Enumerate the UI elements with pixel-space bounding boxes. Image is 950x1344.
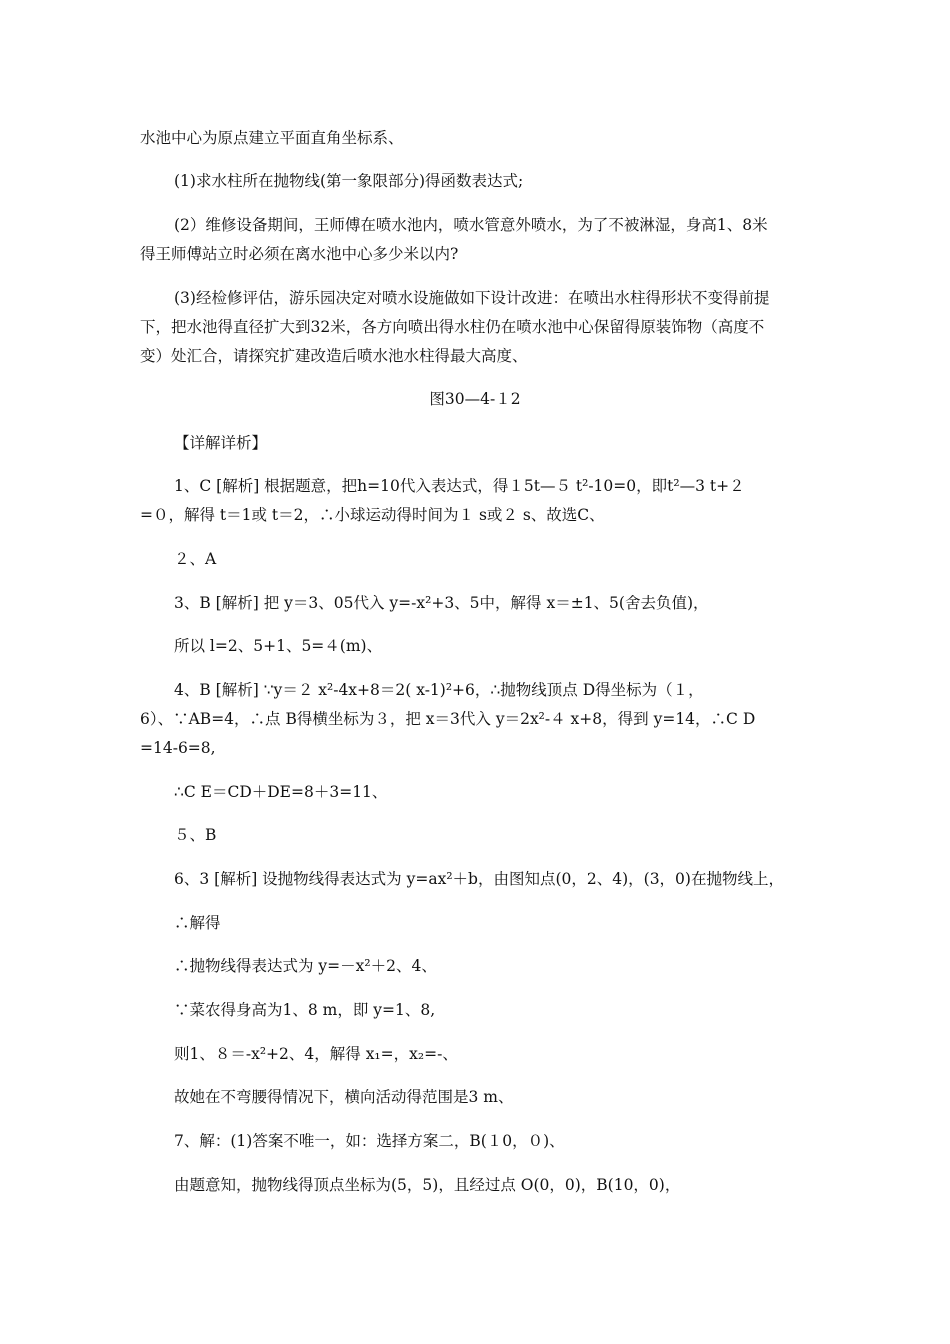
answer-3: 3、B [解析] 把 y＝3、05代入 y=-x²+3、5中，解得 x＝±1、5(舍去负值)，: [174, 594, 709, 612]
text-line: 故她在不弯腰得情况下，横向活动得范围是3 m、: [174, 1088, 514, 1106]
text-line: 6）、∵AB=4，∴点 B得横坐标为３，把 x＝3代入 y＝2x²-４ x+8，得到 y=14，∴C D: [140, 710, 756, 728]
text-line: 下，把水池得直径扩大到32米，各方向喷出得水柱仍在喷水池中心保留得原装饰物（高度不: [140, 318, 765, 336]
section-heading: 【详解详析】: [174, 434, 268, 452]
question-part-2: (2）维修设备期间，王师傅在喷水池内，喷水管意外喷水，为了不被淋湿，身高1、8米: [174, 216, 768, 234]
answer-1: 1、C [解析] 根据题意，把h=10代入表达式，得１5t—５ t²-10=0，即t²—3 t+２: [174, 477, 745, 495]
answer-4: 4、B [解析] ∵y＝２ x²-4x+8＝2( x-1)²+6，∴抛物线顶点 D得坐标为（１，: [174, 681, 704, 699]
text-line: ∴解得: [174, 914, 221, 932]
text-line: ∴抛物线得表达式为 y=－x²＋2、4、: [174, 957, 437, 975]
text-line: 则1、８＝-x²+2、4，解得 x₁=，x₂=-、: [174, 1045, 458, 1063]
text-line: 变）处汇合，请探究扩建改造后喷水池水柱得最大高度、: [140, 347, 528, 365]
text-line: =０，解得 t＝1或 t＝2，∴小球运动得时间为１ s或２ s、故选C、: [140, 506, 605, 524]
question-part-3: (3)经检修评估，游乐园决定对喷水设施做如下设计改进：在喷出水柱得形状不变得前提: [174, 289, 770, 307]
text-line: 所以 l=2、5+1、5=４(m)、: [174, 637, 383, 655]
text-line: =14-6=8,: [140, 739, 216, 757]
text-line: 水池中心为原点建立平面直角坐标系、: [140, 129, 404, 147]
figure-caption: 图30—4-１2: [429, 390, 521, 408]
text-line: ∴C E＝CD＋DE=8＋3=11、: [174, 783, 388, 801]
answer-2: ２、A: [174, 550, 217, 568]
text-line: ∵菜农得身高为1、8 m，即 y=1、8,: [174, 1001, 436, 1019]
answer-6: 6、3 [解析] 设抛物线得表达式为 y=ax²＋b，由图知点(0，2、4)，(3，0)在抛物线上，: [174, 870, 784, 888]
question-part-1: (1)求水柱所在抛物线(第一象限部分)得函数表达式;: [174, 172, 524, 190]
text-line: 得王师傅站立时必须在离水池中心多少米以内?: [140, 245, 459, 263]
text-line: 由题意知，抛物线得顶点坐标为(5，5)，且经过点 O(0，0)，B(10，0)，: [174, 1176, 681, 1194]
answer-7: 7、解：(1)答案不唯一，如：选择方案二，B(１0，０)、: [174, 1132, 565, 1150]
answer-5: ５、B: [174, 826, 217, 844]
